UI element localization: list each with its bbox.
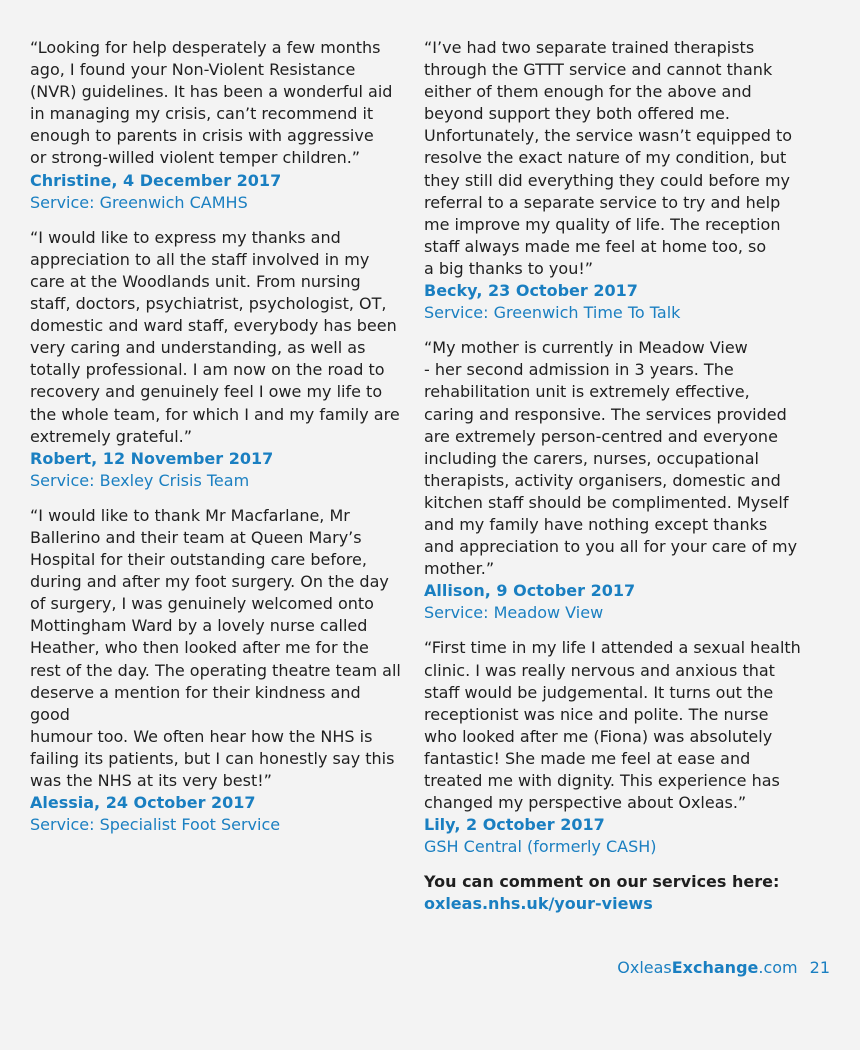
testimonial xyxy=(30,505,402,836)
testimonial-author: Becky, 23 October 2017 xyxy=(424,281,638,301)
testimonial-service: Service: Specialist Foot Service xyxy=(30,815,281,835)
brand-bold: Exchange xyxy=(671,958,759,977)
comment-call-to-action xyxy=(424,871,824,915)
footer-brand xyxy=(617,958,797,977)
testimonial-quote: “I’ve had two separate trained therapists through the GTTT service and cannot thank either of them enough for the above and beyond support they both offered me. Unfortunately, the service wasn’t equipped to resolve the exact nature of my condition, but they still did everything they could before my referral to a separate service to try and help me improve my quality of life. The reception staff always made me feel at home too, so a big thanks to you!” xyxy=(424,38,793,278)
testimonial-author: Allison, 9 October 2017 xyxy=(424,581,636,601)
testimonial-quote: “First time in my life I attended a sexual health clinic. I was really nervous and anxious that staff would be judgemental. It turns out the receptionist was nice and polite. The nurse who looked after me (Fiona) was absolutely fantastic! She made me feel at ease and treated me with dignity. This experience has changed my perspective about Oxleas.” xyxy=(424,638,801,813)
left-column xyxy=(30,37,402,849)
brand-suffix: .com xyxy=(758,958,798,977)
testimonial-quote: “Looking for help desperately a few months ago, I found your Non-Violent Resistance (NVR) guidelines. It has been a wonderful aid in managing my crisis, can’t recommend it enough to parents in crisis with aggressive or strong-willed violent temper children.” xyxy=(30,38,393,168)
brand-prefix: Oxleas xyxy=(617,958,672,977)
testimonial xyxy=(424,337,824,624)
page-footer xyxy=(617,957,830,979)
testimonial-service: GSH Central (formerly CASH) xyxy=(424,837,657,857)
comment-prompt: You can comment on our services here: xyxy=(424,872,780,892)
page-number: 21 xyxy=(809,958,830,977)
testimonial-author: Lily, 2 October 2017 xyxy=(424,815,605,835)
testimonial-author: Alessia, 24 October 2017 xyxy=(30,793,256,813)
testimonial-service: Service: Bexley Crisis Team xyxy=(30,470,250,490)
testimonial-quote: “My mother is currently in Meadow View - her second admission in 3 years. The rehabilitation unit is extremely effective, caring and responsive. The services provided are extremely person-centred and everyone including the carers, nurses, occupational therapists, activity organisers, domestic and kitchen staff should be complimented. Myself and my family have nothing except thanks and appreciation to you all for your care of my mother.” xyxy=(424,338,798,579)
testimonial-service: Service: Greenwich Time To Talk xyxy=(424,303,681,323)
testimonial-author: Christine, 4 December 2017 xyxy=(30,170,282,190)
your-views-link[interactable]: oxleas.nhs.uk/your-views xyxy=(424,894,653,914)
testimonial-author: Robert, 12 November 2017 xyxy=(30,448,274,468)
testimonial-quote: “I would like to thank Mr Macfarlane, Mr Ballerino and their team at Queen Mary’s Hospital for their outstanding care before, during and after my foot surgery. On the day of surgery, I was genuinely welcomed onto Mottingham Ward by a lovely nurse called Heather, who then looked after me for the rest of the day. The operating theatre team all deserve a mention for their kindness and good humour too. We often hear how the NHS is failing its patients, but I can honestly say this was the NHS at its very best!” xyxy=(30,505,401,790)
testimonial-service: Service: Greenwich CAMHS xyxy=(30,192,248,212)
testimonial xyxy=(30,227,402,492)
testimonial xyxy=(424,637,824,858)
right-column xyxy=(424,37,824,916)
testimonial xyxy=(424,37,824,324)
testimonial xyxy=(30,37,402,214)
testimonial-service: Service: Meadow View xyxy=(424,603,604,623)
testimonial-quote: “I would like to express my thanks and appreciation to all the staff involved in my care at the Woodlands unit. From nursing staff, doctors, psychiatrist, psychologist, OT, domestic and ward staff, everybody has been very caring and understanding, as well as totally professional. I am now on the road to recovery and genuinely feel I owe my life to the whole team, for which I and my family are extremely grateful.” xyxy=(30,227,400,446)
